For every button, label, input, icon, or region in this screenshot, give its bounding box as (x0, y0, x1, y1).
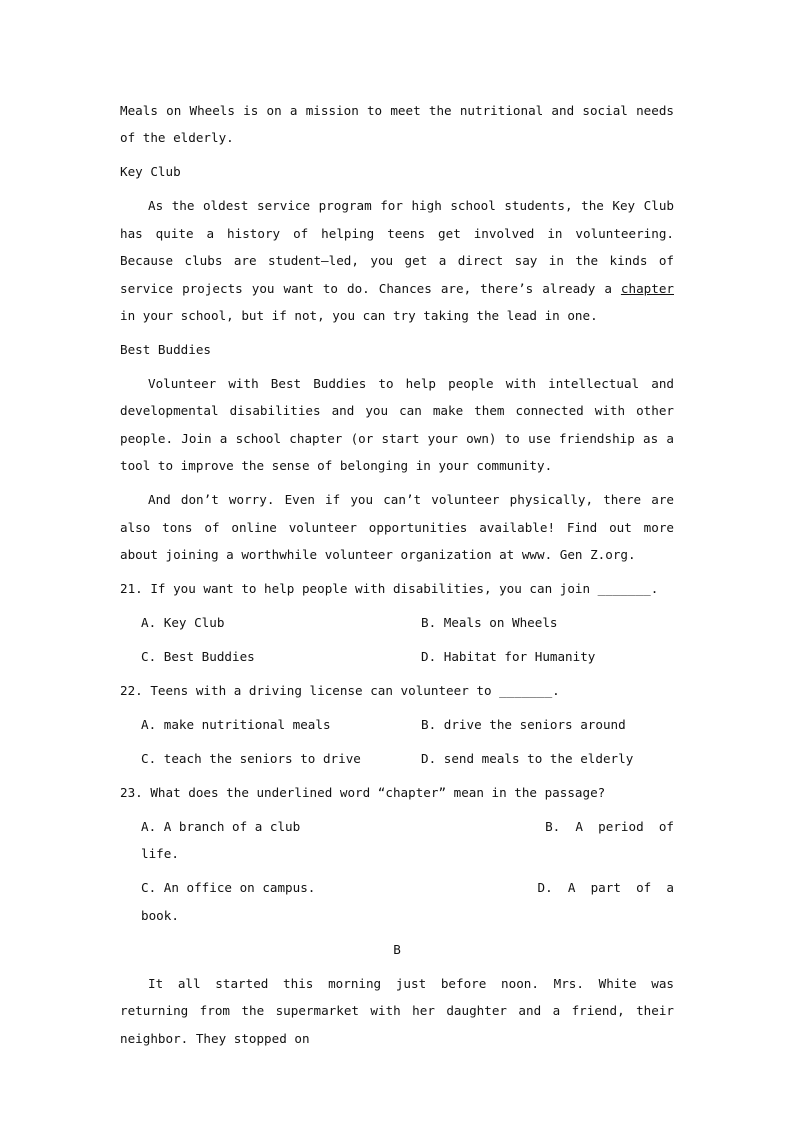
key-club-text-after: in your school, but if not, you can try taking the lead in one. (120, 308, 598, 324)
question-21-options-row-1 (120, 609, 674, 636)
question-22-option-a: A. make nutritional meals (141, 717, 331, 733)
question-21-option-c: C. Best Buddies (141, 649, 255, 665)
best-buddies-heading: Best Buddies (120, 342, 211, 358)
document-page (120, 97, 674, 1052)
question-23-option-a: A. A branch of a club (141, 819, 301, 835)
question-21-stem: 21. If you want to help people with disabilities, you can join _______. (120, 581, 659, 597)
question-22-option-b: B. drive the seniors around (421, 717, 626, 733)
question-23-option-d-wrap: book. (141, 907, 179, 923)
question-21-option-a: A. Key Club (141, 615, 225, 631)
section-b-label: B (393, 941, 401, 957)
question-23-option-c: C. An office on campus. (141, 880, 316, 896)
intro-paragraph: Meals on Wheels is on a mission to meet the nutritional and social needs of the elderly. (120, 103, 674, 146)
passage-b-paragraph: It all started this morning just before noon. Mrs. White was returning from the supermarket with her daughter and a friend, their neighbor. They stopped on (120, 975, 674, 1046)
question-21-options-row-2 (120, 643, 674, 670)
question-21-option-b: B. Meals on Wheels (421, 615, 558, 631)
underlined-word-chapter: chapter (620, 280, 674, 296)
key-club-heading: Key Club (120, 164, 181, 180)
closing-paragraph: And don’t worry. Even if you can’t volunteer physically, there are also tons of online volunteer opportunities available! Find out more about joining a worthwhile volunteer organization at www. Gen Z.org. (120, 492, 674, 563)
question-23-options-row-2 (120, 874, 674, 901)
key-club-text-before: As the oldest service program for high school students, the Key Club has quite a history of helping teens get involved in volunteering. Because clubs are student—led, you get a direct say in the kinds of service projects you want to do. Chances are, there’s already a (120, 198, 674, 296)
question-22-option-d: D. send meals to the elderly (421, 751, 634, 767)
best-buddies-paragraph: Volunteer with Best Buddies to help people with intellectual and developmental disabilities and you can make them connected with other people. Join a school chapter (or start your own) to use friendship as a tool to improve the sense of belonging in your community. (120, 376, 674, 474)
question-23-option-b: B. A period of (545, 819, 674, 835)
question-22-option-c: C. teach the seniors to drive (141, 751, 361, 767)
question-22-options-row-1 (120, 711, 674, 738)
question-21-option-d: D. Habitat for Humanity (421, 649, 596, 665)
question-22-stem: 22. Teens with a driving license can volunteer to _______. (120, 683, 560, 699)
question-23-options-row-1 (120, 813, 674, 840)
question-22-options-row-2 (120, 745, 674, 772)
question-23-option-b-wrap: life. (141, 846, 179, 862)
key-club-paragraph (120, 192, 674, 329)
question-23-option-d: D. A part of a (537, 880, 674, 896)
question-23-stem: 23. What does the underlined word “chapter” mean in the passage? (120, 785, 606, 801)
